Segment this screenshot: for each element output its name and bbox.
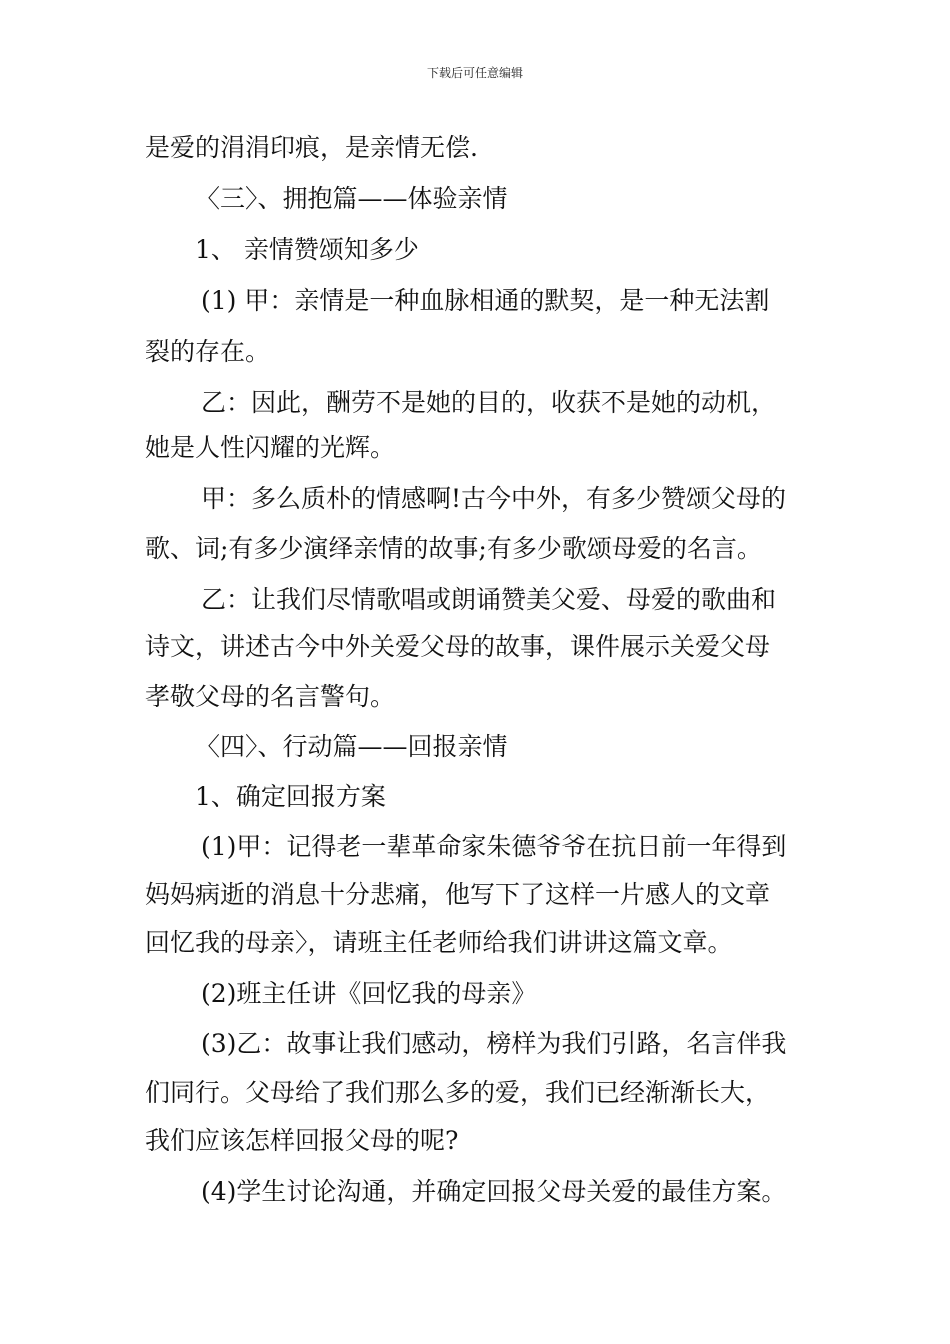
text-line-8: 甲：多么质朴的情感啊!古今中外，有多少赞颂父母的 bbox=[201, 484, 787, 513]
text-line-10: 乙：让我们尽情歌唱或朗诵赞美父爱、母爱的歌曲和 bbox=[201, 585, 777, 614]
text-line-16: 妈妈病逝的消息十分悲痛，他写下了这样一片感人的文章 bbox=[145, 880, 771, 909]
text-line-5: 裂的存在。 bbox=[145, 337, 271, 366]
text-line-17: 回忆我的母亲〉，请班主任老师给我们讲讲这篇文章。 bbox=[145, 928, 733, 957]
text-line-6: 乙：因此，酬劳不是她的目的，收获不是她的动机， bbox=[201, 388, 777, 417]
text-line-18: (2)班主任讲《回忆我的母亲》 bbox=[201, 979, 537, 1008]
page-header: 下载后可任意编辑 bbox=[426, 66, 523, 80]
text-line-19: (3)乙：故事让我们感动，榜样为我们引路，名言伴我 bbox=[201, 1029, 787, 1058]
text-line-12: 孝敬父母的名言警句。 bbox=[145, 682, 396, 711]
subheading-1: 1、 亲情赞颂知多少 bbox=[195, 235, 419, 264]
text-line-21: 我们应该怎样回报父母的呢? bbox=[145, 1126, 459, 1155]
section-heading-3: 〈三〉、拥抱篇——体验亲情 bbox=[195, 184, 508, 213]
text-line-4: (1) 甲：亲情是一种血脉相通的默契，是一种无法割 bbox=[201, 286, 770, 315]
section-heading-4: 〈四〉、行动篇——回报亲情 bbox=[195, 732, 508, 761]
text-line-11: 诗文，讲述古今中外关爱父母的故事，课件展示关爱父母 bbox=[145, 632, 771, 661]
text-line-7: 她是人性闪耀的光辉。 bbox=[145, 433, 396, 462]
text-line-1: 是爱的涓涓印痕，是亲情无偿. bbox=[145, 133, 478, 162]
text-line-15: (1)甲：记得老一辈革命家朱德爷爷在抗日前一年得到 bbox=[201, 832, 787, 861]
subheading-2: 1、确定回报方案 bbox=[195, 782, 386, 811]
text-line-9: 歌、词;有多少演绎亲情的故事;有多少歌颂母爱的名言。 bbox=[145, 534, 762, 563]
text-line-22: (4)学生讨论沟通，并确定回报父母关爱的最佳方案。 bbox=[201, 1177, 787, 1206]
text-line-20: 们同行。父母给了我们那么多的爱，我们已经渐渐长大， bbox=[145, 1078, 771, 1107]
